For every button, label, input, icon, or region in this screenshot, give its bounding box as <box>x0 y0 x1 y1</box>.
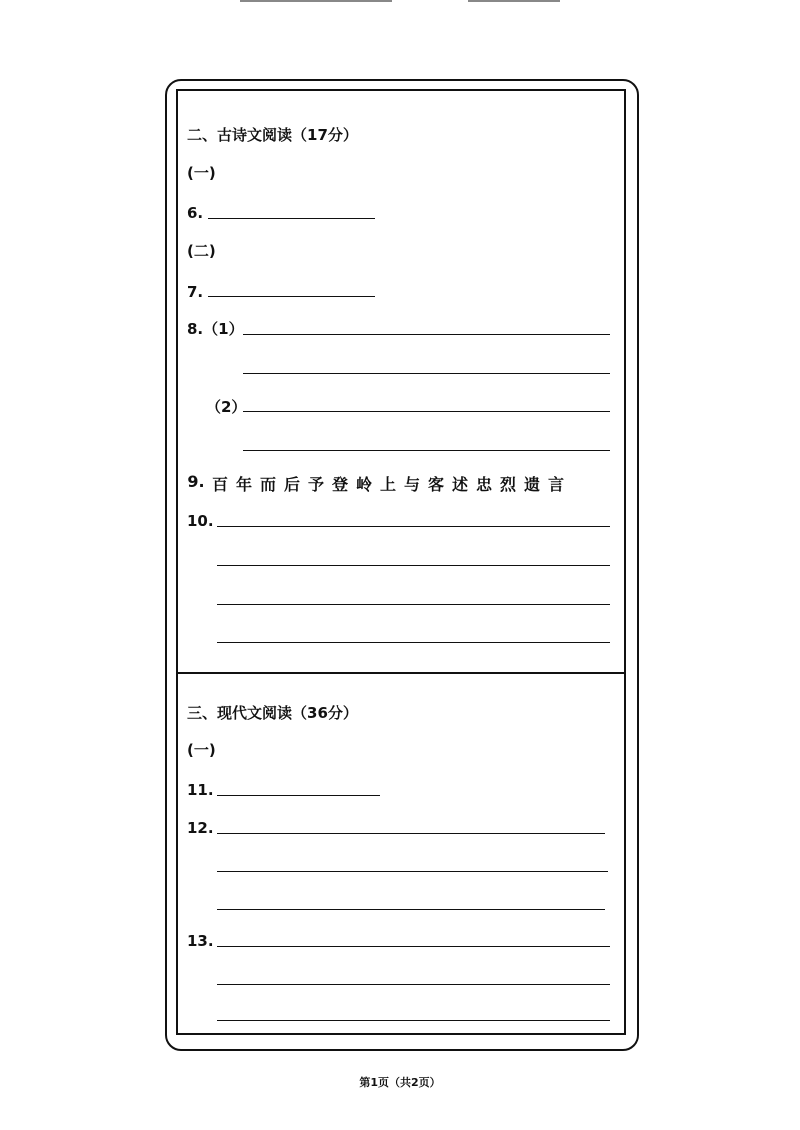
q11-label: 11. <box>187 781 214 799</box>
q9-char: 岭 <box>355 475 372 494</box>
q9-char: 与 <box>403 475 420 494</box>
q13-answer-line-1[interactable] <box>217 946 610 947</box>
section2-part2-label: (二) <box>187 242 216 260</box>
q9-char: 而 <box>259 475 276 494</box>
q8-2-answer-line-2[interactable] <box>243 450 610 451</box>
q7-label: 7. <box>187 283 204 301</box>
q6-label: 6. <box>187 204 204 222</box>
scan-top-mark-right <box>468 0 560 2</box>
q7-answer-line[interactable] <box>208 296 375 297</box>
page-number-footer: 第1页（共2页） <box>359 1076 441 1089</box>
q10-answer-line-2[interactable] <box>217 565 610 566</box>
q10-answer-line-3[interactable] <box>217 604 610 605</box>
q9-char: 忠 <box>475 475 492 494</box>
q9-char: 言 <box>547 475 564 494</box>
q8-label: 8.（1） <box>187 320 244 338</box>
answer-sheet-inner-box <box>176 89 626 1035</box>
q10-label: 10. <box>187 512 214 530</box>
q10-answer-line-1[interactable] <box>217 526 610 527</box>
section3-heading: 三、现代文阅读（36分） <box>187 704 358 722</box>
q12-answer-line-1[interactable] <box>217 833 605 834</box>
q9-char: 百 <box>211 475 228 494</box>
section2-heading: 二、古诗文阅读（17分） <box>187 126 358 144</box>
q9-char: 年 <box>235 475 252 494</box>
q13-answer-line-2[interactable] <box>217 984 610 985</box>
q12-answer-line-3[interactable] <box>217 909 605 910</box>
section3-part1-label: (一) <box>187 741 216 759</box>
q8-2-answer-line-1[interactable] <box>243 411 610 412</box>
scan-top-mark-left <box>240 0 392 2</box>
q6-answer-line[interactable] <box>208 218 375 219</box>
section2-part1-label: (一) <box>187 164 216 182</box>
section-divider <box>176 672 626 674</box>
q9-char: 上 <box>379 475 396 494</box>
q12-answer-line-2[interactable] <box>217 871 608 872</box>
q8-sub2-label: （2） <box>206 398 247 416</box>
q13-answer-line-3[interactable] <box>217 1020 610 1021</box>
q9-char: 予 <box>307 475 324 494</box>
q12-label: 12. <box>187 819 214 837</box>
q9-char: 登 <box>331 475 348 494</box>
q9-char: 客 <box>427 475 444 494</box>
q9-sentence <box>187 472 565 495</box>
q9-char: 述 <box>451 475 468 494</box>
q9-char: 后 <box>283 475 300 494</box>
q11-answer-line[interactable] <box>217 795 380 796</box>
q8-1-answer-line-1[interactable] <box>243 334 610 335</box>
q9-char: 烈 <box>499 475 516 494</box>
q9-char: 遗 <box>523 475 540 494</box>
q8-1-answer-line-2[interactable] <box>243 373 610 374</box>
q9-number: 9. <box>187 472 205 491</box>
q13-label: 13. <box>187 932 214 950</box>
q10-answer-line-4[interactable] <box>217 642 610 643</box>
